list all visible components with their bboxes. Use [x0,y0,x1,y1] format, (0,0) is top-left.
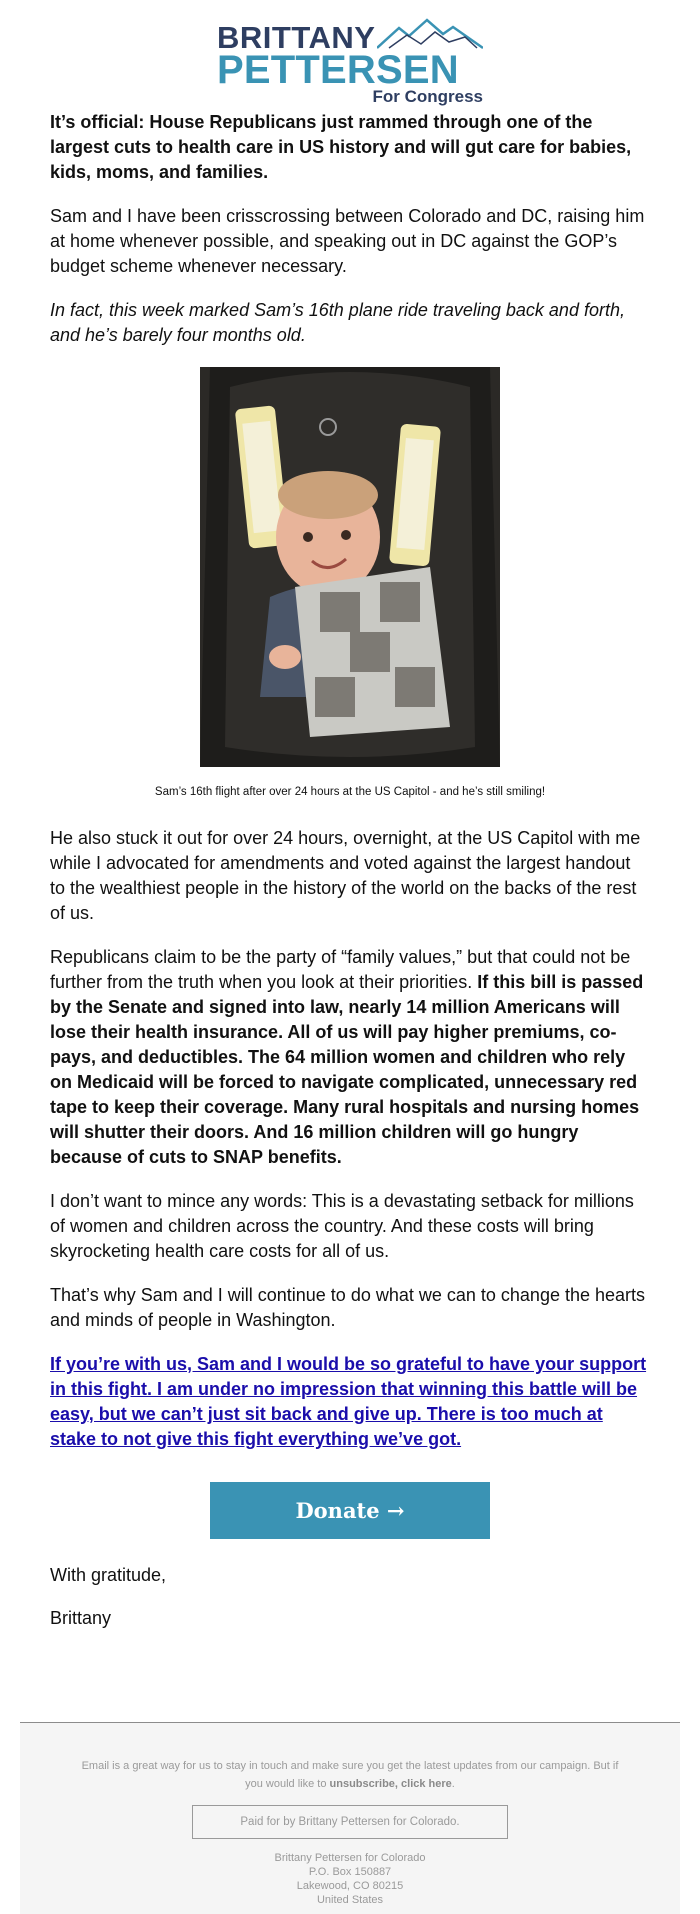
email-header [0,0,700,110]
email-body [0,110,700,1631]
footer-message [80,1757,620,1793]
email-footer [20,1722,680,1914]
paragraph-capitol: He also stuck it out for over 24 hours, overnight, at the US Capitol with me while I advocated for amendments and voted against the largest handout to the wealthiest people in the history of the world on the backs of the rest of us. [50,828,641,923]
baby-car-seat-photo [200,367,500,767]
address-line: P.O. Box 150887 [308,1866,392,1878]
mountain-logo-icon [377,18,483,50]
donate-container [50,1482,650,1539]
paragraph-hearts-minds: That’s why Sam and I will continue to do what we can to change the hearts and minds of people in Washington. [50,1285,646,1330]
support-link[interactable]: If you’re with us, Sam and I would be so grateful to have your support in this fight. I am under no impression that winning this battle will be easy, but we can’t just sit back and give up. There is too much at stake to not give this fight everything we’ve got. [50,1354,647,1449]
cta-paragraph [50,1352,650,1452]
campaign-logo [217,18,483,104]
unsubscribe-link[interactable]: unsubscribe, click here [329,1778,452,1790]
signature: Brittany [50,1608,112,1628]
address-line: Lakewood, CO 80215 [296,1880,404,1892]
paragraph-crisscrossing: Sam and I have been crisscrossing between Colorado and DC, raising him at home whenever possible, and speaking out in DC against the GOP’s budget scheme whenever necessary. [50,206,645,276]
photo-container [50,367,650,772]
mailing-address [20,1851,680,1907]
photo-caption: Sam’s 16th flight after over 24 hours at the US Capitol - and he’s still smiling! [154,786,546,798]
intro-paragraph: It’s official: House Republicans just rammed through one of the largest cuts to health care in US history and will gut care for babies, kids, moms, and families. [50,112,632,182]
signoff: With gratitude, [50,1565,167,1585]
paragraph-family-values [50,945,650,1170]
donate-button[interactable]: Donate → [210,1482,490,1539]
paid-for-disclaimer: Paid for by Brittany Pettersen for Colorado. [192,1805,508,1839]
address-line: Brittany Pettersen for Colorado [274,1852,426,1864]
footer-message-end: . [451,1778,455,1790]
logo-tagline: For Congress [372,87,483,106]
logo-first-name: BRITTANY [217,20,376,55]
family-values-text: Republicans claim to be the party of “family values,” but that could not be further from the truth when you look at their priorities. [50,947,631,992]
baby-photo-illustration [200,367,500,767]
paragraph-setback: I don’t want to mince any words: This is a devastating setback for millions of women and children across the country. And these costs will bring skyrocketing health care costs for all of us. [50,1191,634,1261]
bill-impact-text: If this bill is passed by the Senate and signed into law, nearly 14 million Americans will lose their health insurance. All of us will pay higher premiums, co-pays, and deductibles. The 64 million women and children who rely on Medicaid will be forced to navigate complicated, unnecessary red tape to keep their coverage. Many rural hospitals and nursing homes will shutter their doors. And 16 million children will go hungry because of cuts to SNAP benefits. [50,972,644,1167]
footer-message-lead: Email is a great way for us to stay in touch and make sure you get the latest updates from our campaign. But if you would like to [81,1760,619,1790]
logo-last-name: PETTERSEN [217,48,459,92]
address-line: United States [316,1894,384,1906]
paragraph-plane-ride: In fact, this week marked Sam’s 16th plane ride traveling back and forth, and he’s barely four months old. [50,300,625,345]
